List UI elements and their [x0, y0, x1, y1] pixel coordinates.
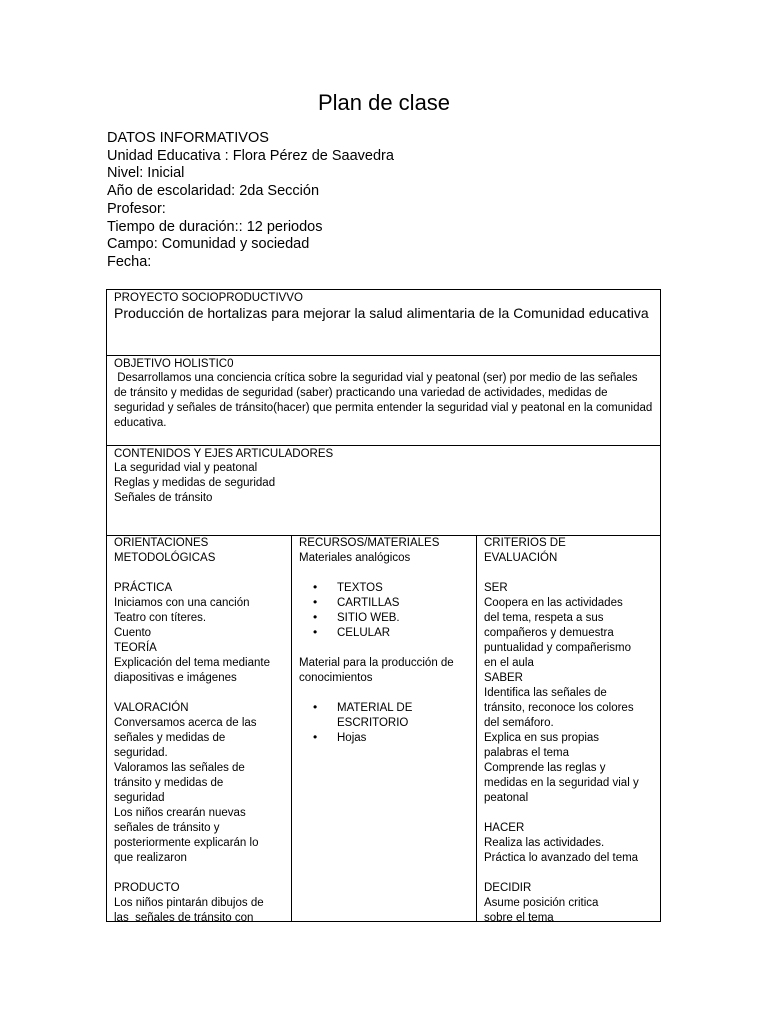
producto-title: PRODUCTO — [114, 882, 180, 894]
recursos-subheading: Materiales analógicos — [299, 552, 411, 564]
datos-heading: DATOS INFORMATIVOS — [107, 130, 269, 146]
contenidos-row — [107, 446, 660, 536]
saber-line: tránsito, reconoce los colores — [484, 702, 634, 714]
unidad-educativa: Unidad Educativa : Flora Pérez de Saavedra — [107, 147, 394, 164]
practica-line: Teatro con títeres. — [114, 612, 207, 624]
datos-informativos — [107, 130, 394, 272]
materiales-analogicos-list — [299, 581, 470, 641]
campo: Campo: Comunidad y sociedad — [107, 236, 310, 253]
producto-line: Los niños pintarán dibujos de — [114, 897, 264, 909]
proyecto-text: Producción de hortalizas para mejorar la salud alimentaria de la Comunidad educativa — [114, 305, 649, 321]
recursos-heading: RECURSOS/MATERIALES — [299, 537, 440, 549]
ser-line: del tema, respeta a sus — [484, 612, 604, 624]
teoria-title: TEORÍA — [114, 642, 157, 654]
ser-title: SER — [484, 582, 508, 594]
teoria-line: diapositivas e imágenes — [114, 672, 237, 684]
saber-line: Identifica las señales de — [484, 687, 607, 699]
valoracion-line: Conversamos acerca de las — [114, 717, 257, 729]
decidir-line: sobre el tema — [484, 912, 554, 921]
hacer-line: Práctica lo avanzado del tema — [484, 852, 639, 864]
ser-line: compañeros y demuestra — [484, 627, 614, 639]
list-item: • CELULAR — [337, 626, 470, 641]
ser-line: puntualidad y compañerismo — [484, 642, 632, 654]
ser-line: en el aula — [484, 657, 534, 669]
nivel: Nivel: Inicial — [107, 165, 185, 182]
ser-line: Coopera en las actividades — [484, 597, 623, 609]
saber-line: Comprende las reglas y — [484, 762, 606, 774]
profesor: Profesor: — [107, 200, 166, 217]
decidir-title: DECIDIR — [484, 882, 532, 894]
saber-title: SABER — [484, 672, 523, 684]
material-produccion-line: conocimientos — [299, 672, 373, 684]
valoracion-line: tránsito y medidas de — [114, 777, 224, 789]
list-item: • SITIO WEB. — [337, 611, 470, 626]
material-produccion-list — [299, 701, 470, 746]
practica-title: PRÁCTICA — [114, 582, 173, 594]
objetivo-row — [107, 356, 660, 446]
valoracion-line: Los niños crearán nuevas — [114, 807, 246, 819]
criterios-heading-line2: EVALUACIÓN — [484, 552, 558, 564]
plan-table — [106, 289, 661, 922]
teoria-line: Explicación del tema mediante — [114, 657, 270, 669]
list-item-line: ESCRITORIO — [337, 717, 409, 729]
objetivo-text: Desarrollamos una conciencia crítica sobre la seguridad vial y peatonal (ser) por medio de las señales de tránsito y medidas de seguridad (saber) practicando una variedad de actividades, medidas de seguridad y señales de tránsito(hacer) que permita entender la seguridad vial y peatonal en la comunidad educativa. — [114, 372, 656, 429]
valoracion-line: seguridad. — [114, 747, 168, 759]
page-title: Plan de clase — [317, 90, 451, 115]
material-produccion-line: Material para la producción de — [299, 657, 454, 669]
contenidos-heading: CONTENIDOS Y EJES ARTICULADORES — [114, 448, 334, 460]
valoracion-line: señales y medidas de — [114, 732, 226, 744]
valoracion-line: que realizaron — [114, 852, 187, 864]
decidir-line: Asume posición critica — [484, 897, 599, 909]
valoracion-line: seguridad — [114, 792, 165, 804]
contenido-item: La seguridad vial y peatonal — [114, 462, 258, 474]
orientaciones-column — [107, 536, 292, 921]
saber-line: peatonal — [484, 792, 529, 804]
hacer-title: HACER — [484, 822, 525, 834]
proyecto-heading: PROYECTO SOCIOPRODUCTIVVO — [114, 292, 303, 304]
orientaciones-heading-line2: METODOLÓGICAS — [114, 552, 216, 564]
producto-line: las señales de tránsito con — [114, 912, 254, 921]
list-item — [337, 701, 470, 731]
list-item: • CARTILLAS — [337, 596, 470, 611]
criterios-column — [477, 536, 660, 921]
valoracion-title: VALORACIÓN — [114, 702, 189, 714]
detalle-row — [107, 536, 660, 921]
saber-line: medidas en la seguridad vial y — [484, 777, 639, 789]
list-item: • Hojas — [337, 731, 470, 746]
contenido-item: Reglas y medidas de seguridad — [114, 477, 276, 489]
practica-line: Iniciamos con una canción — [114, 597, 250, 609]
list-item-line: MATERIAL DE — [337, 702, 413, 714]
tiempo-duracion: Tiempo de duración:: 12 periodos — [107, 218, 323, 235]
recursos-column — [292, 536, 477, 921]
practica-line: Cuento — [114, 627, 152, 639]
valoracion-line: posteriormente explicarán lo — [114, 837, 259, 849]
hacer-line: Realiza las actividades. — [484, 837, 605, 849]
valoracion-line: Valoramos las señales de — [114, 762, 245, 774]
valoracion-line: señales de tránsito y — [114, 822, 220, 834]
ano-escolaridad: Año de escolaridad: 2da Sección — [107, 183, 320, 200]
list-item: • TEXTOS — [337, 581, 470, 596]
saber-line: palabras el tema — [484, 747, 570, 759]
criterios-heading-line1: CRITERIOS DE — [484, 537, 566, 549]
orientaciones-heading-line1: ORIENTACIONES — [114, 537, 209, 549]
fecha: Fecha: — [107, 253, 152, 270]
contenido-item: Señales de tránsito — [114, 492, 213, 504]
proyecto-row — [107, 290, 660, 356]
saber-line: del semáforo. — [484, 717, 554, 729]
objetivo-heading: OBJETIVO HOLISTIC0 — [114, 358, 234, 370]
saber-line: Explica en sus propias — [484, 732, 600, 744]
